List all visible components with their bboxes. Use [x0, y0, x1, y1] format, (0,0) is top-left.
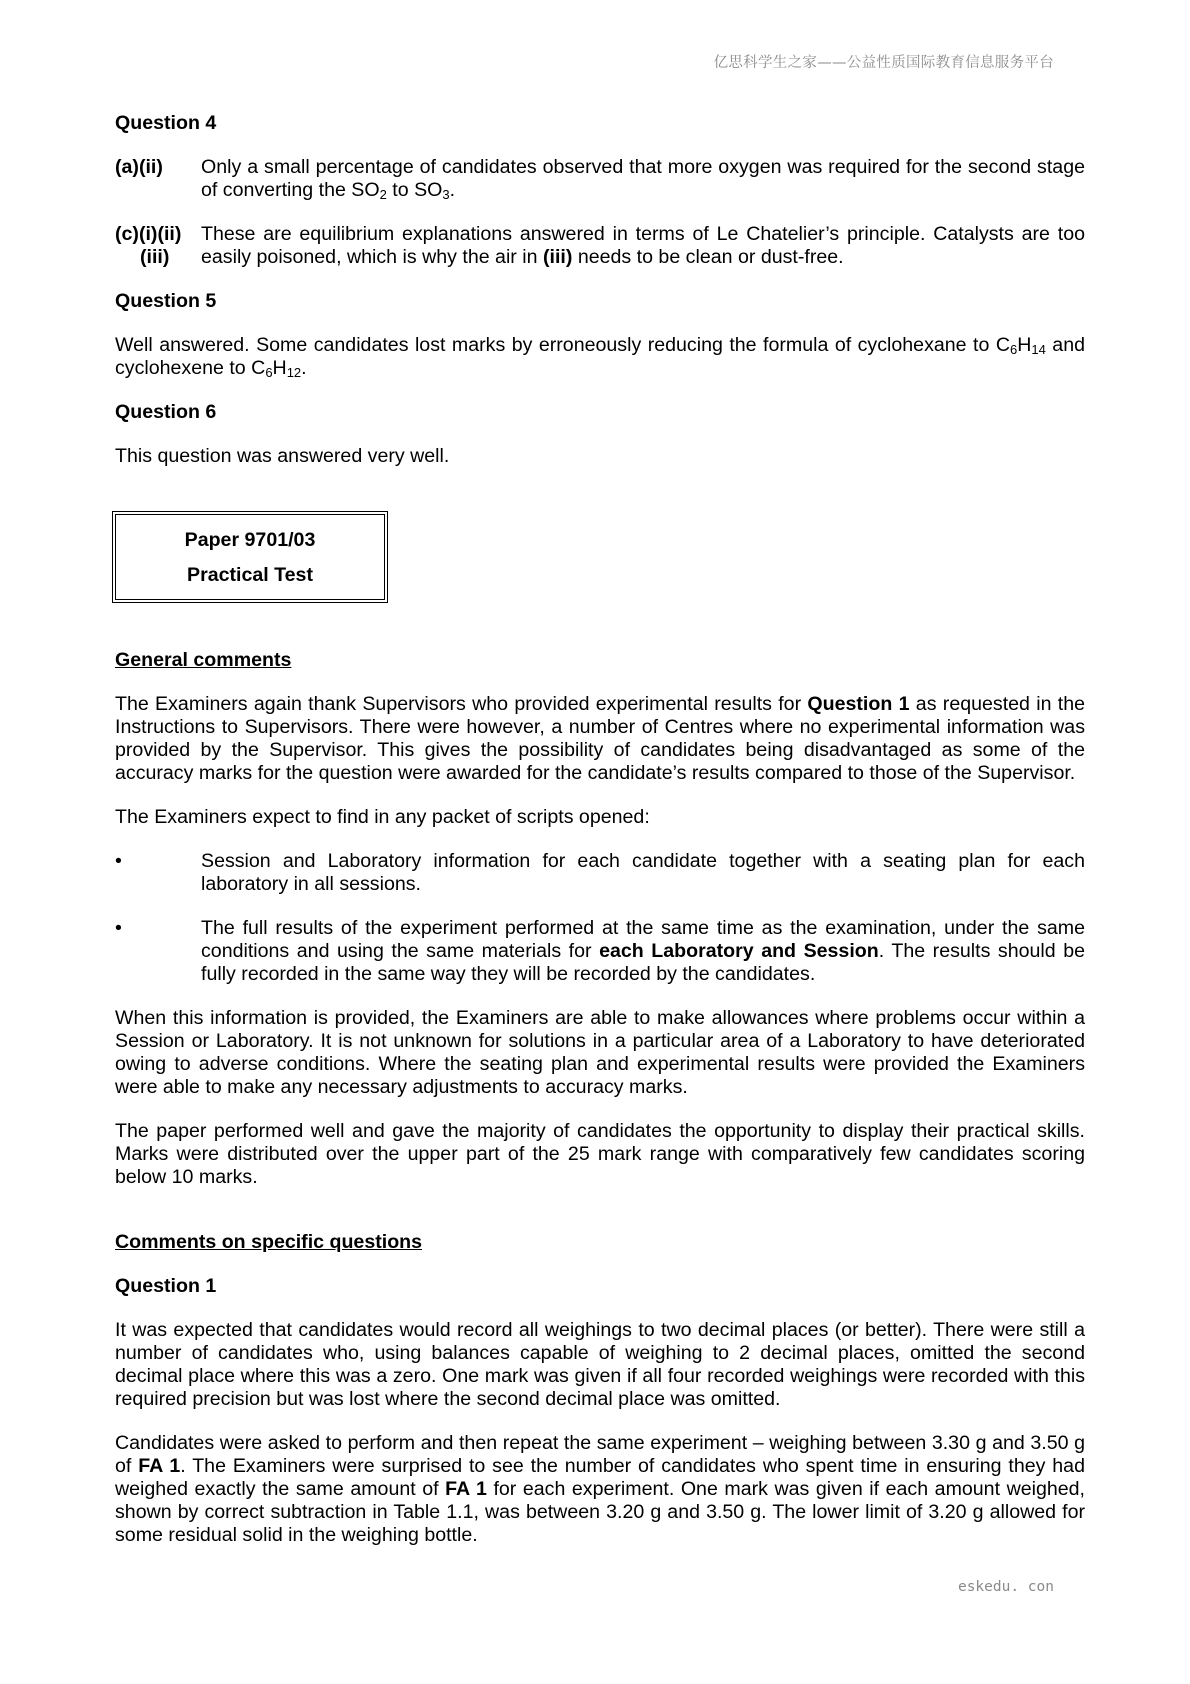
- q4-part-c-text: These are equilibrium explanations answered in terms of Le Chatelier’s principle. Catalysts are too easily poisoned, which is why the air in (iii) needs to be clean or dust-free.: [201, 223, 1085, 268]
- general-comments-paragraph-3: When this information is provided, the Examiners are able to make allowances where problems occur within a Session or Laboratory. It is not unknown for solutions in a particular area of a Laboratory to have deteriorated owing to adverse conditions. Where the seating plan and experimental results were provided the Examiners were able to make any necessary adjustments to accuracy marks.: [115, 1007, 1085, 1098]
- page-content: [115, 112, 1085, 1568]
- header-watermark: 亿思科学生之家——公益性质国际教育信息服务平台: [713, 55, 1054, 71]
- q4-part-a: [115, 156, 1085, 202]
- bullet-icon: •: [115, 850, 122, 872]
- question-5-text: Well answered. Some candidates lost marks by erroneously reducing the formula of cyclohexane to $C_6H_{14}$ and cyclohexene to $C_6H_{12}$.: [115, 334, 1085, 380]
- bullet-item-2: [115, 917, 1085, 986]
- bullet-item-1: [115, 850, 1085, 896]
- general-comments-paragraph-1: The Examiners again thank Supervisors who provided experimental results for Question 1 as requested in the Instructions to Supervisors. There were however, a number of Centres where no experimental information was provided by the Supervisor. This gives the possibility of candidates being disadvantaged as some of the accuracy marks for the question were awarded for the candidate’s results compared to those of the Supervisor.: [115, 693, 1086, 784]
- bullet-text-1: Session and Laboratory information for each candidate together with a seating plan for each laboratory in all sessions.: [201, 850, 1085, 895]
- q4-part-a-text: Only a small percentage of candidates observed that more oxygen was required for the second stage of converting the $SO_2$ to $SO_3$.: [201, 156, 1085, 202]
- specific-comments-heading: Comments on specific questions: [115, 1231, 423, 1253]
- paper-number: Paper 9701/03: [184, 529, 316, 551]
- question-4-heading: Question 4: [115, 112, 217, 134]
- general-comments-heading: General comments: [115, 649, 292, 671]
- q4-part-a-label: (a)(ii): [115, 156, 163, 178]
- question-1-heading: Question 1: [115, 1275, 217, 1297]
- bullet-icon: •: [115, 917, 122, 939]
- paper-title-box: [112, 511, 388, 603]
- q4-part-c-label: (c)(i)(ii) (iii): [115, 223, 182, 268]
- general-comments-paragraph-4: The paper performed well and gave the majority of candidates the opportunity to display their practical skills. Marks were distributed over the upper part of the 25 mark range with comparatively few candidates scoring below 10 marks.: [115, 1120, 1085, 1188]
- general-comments-paragraph-2: The Examiners expect to find in any packet of scripts opened:: [115, 806, 650, 828]
- question-1-paragraph-2: Candidates were asked to perform and then repeat the same experiment – weighing between 3.30 g and 3.50 g of FA 1. The Examiners were surprised to see the number of candidates who spent time in ensuring they had weighed exactly the same amount of FA 1 for each experiment. One mark was given if each amount weighed, shown by correct subtraction in Table 1.1, was between 3.20 g and 3.50 g. The lower limit of 3.20 g allowed for some residual solid in the weighing bottle.: [115, 1432, 1086, 1546]
- question-5-heading: Question 5: [115, 290, 217, 312]
- question-6-heading: Question 6: [115, 401, 217, 423]
- bullet-text-2: The full results of the experiment performed at the same time as the examination, under the same conditions and using the same materials for each Laboratory and Session. The results should be fully recorded in the same way they will be recorded by the candidates.: [201, 917, 1085, 985]
- q4-part-c: [115, 223, 1085, 269]
- footer-watermark: eskedu. con: [957, 1579, 1054, 1595]
- question-1-paragraph-1: It was expected that candidates would record all weighings to two decimal places (or better). There were still a number of candidates who, using balances capable of weighing to 2 decimal places, omitted the second decimal place where this was a zero. One mark was given if all four recorded weighings were recorded with this required precision but was lost where the second decimal place was omitted.: [115, 1319, 1085, 1410]
- question-6-text: This question was answered very well.: [115, 445, 450, 467]
- paper-type: Practical Test: [187, 564, 313, 586]
